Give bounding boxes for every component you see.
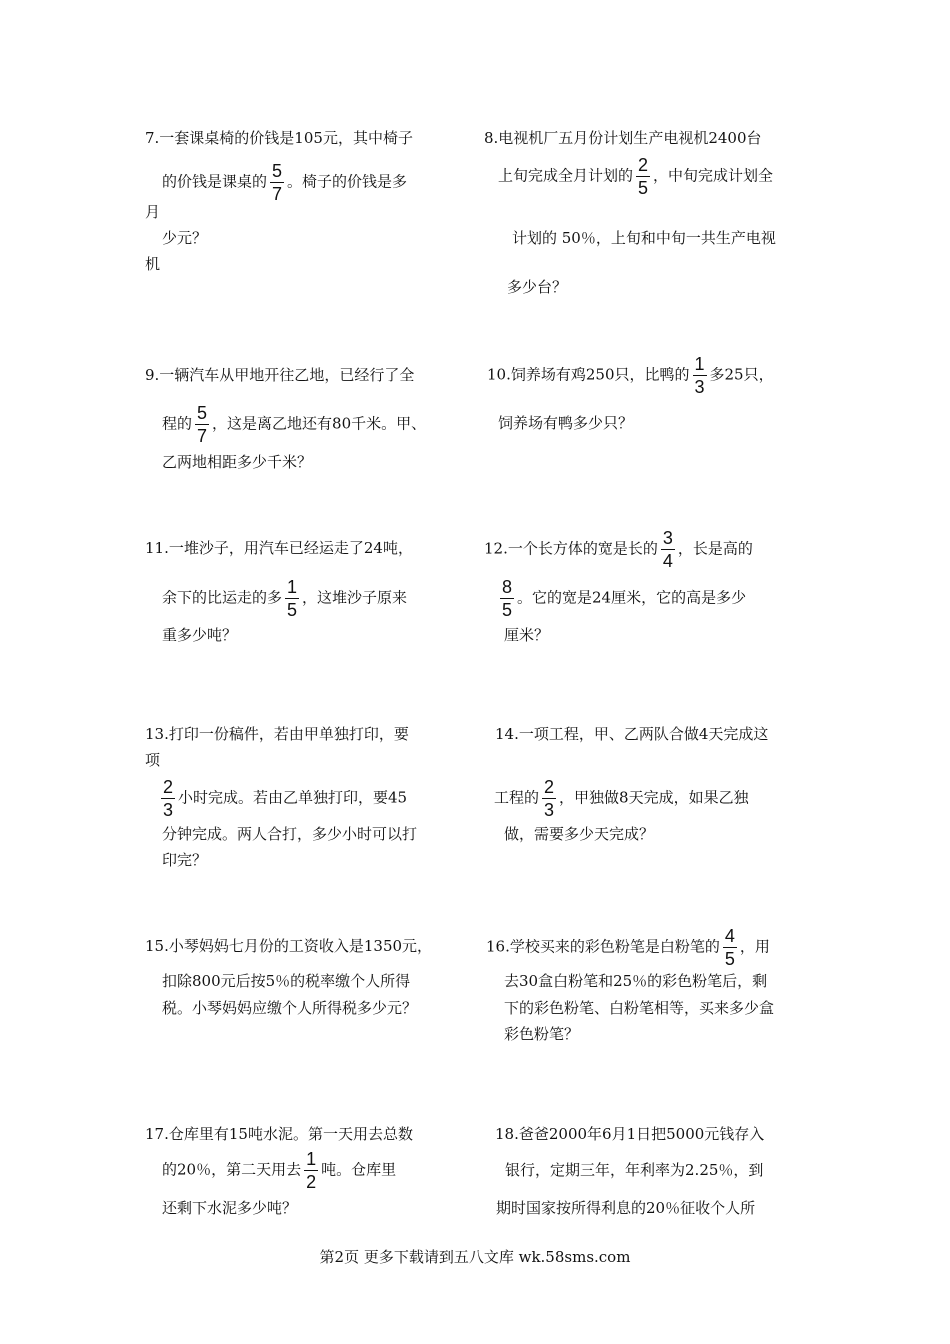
q7-line-3: 月: [145, 203, 161, 221]
q8-line-4: 多少台？: [507, 278, 568, 296]
q8-text-b: ，中旬完成计划全: [653, 166, 774, 185]
q11-text-a: 余下的比运走的多: [162, 588, 283, 607]
q14-fraction-num: 2: [544, 777, 555, 797]
q14-text-b: ，甲独做8天完成，如果乙独: [559, 788, 749, 807]
q7-line-5: 机: [145, 255, 161, 273]
q16-line-1: [486, 927, 770, 968]
q9-text-a: 程的: [162, 414, 193, 433]
q11-line-3: 重多少吨？: [162, 626, 238, 644]
q14-line-3: 做，需要多少天完成？: [504, 825, 655, 843]
q12-fraction-2: [500, 578, 514, 619]
q16-fraction: [723, 927, 737, 968]
q12-fraction-1-den: 4: [662, 551, 673, 571]
q11-text-b: ，这堆沙子原来: [302, 588, 408, 607]
q13-line-3: [158, 778, 407, 819]
q10-fraction: [693, 355, 707, 396]
q17-fraction: [304, 1150, 318, 1191]
q7-line-4: 少元？: [162, 229, 208, 247]
q17-line-3: 还剩下水泥多少吨？: [162, 1199, 298, 1217]
q17-text-b: 吨。仓库里: [321, 1160, 397, 1179]
q10-fraction-den: 3: [694, 377, 705, 397]
q13-line-5: 印完？: [162, 851, 208, 869]
q12-text-b: ，长是高的: [677, 539, 753, 558]
q13-fraction-den: 3: [163, 800, 174, 820]
q14-line-1: 14.一项工程，甲、乙两队合做4天完成这: [495, 725, 769, 743]
q9-line-3: 乙两地相距多少千米？: [162, 453, 313, 471]
q9-fraction-den: 7: [197, 426, 208, 446]
q16-fraction-num: 4: [724, 926, 735, 946]
q12-fraction-2-num: 8: [502, 577, 513, 597]
q12-line-3: 厘米？: [504, 626, 550, 644]
q9-fraction-num: 5: [197, 403, 208, 423]
q7-line-2: [162, 162, 407, 203]
q13-line-2: 项: [145, 751, 161, 769]
q12-fraction-1-num: 3: [662, 528, 673, 548]
q14-fraction: [542, 778, 556, 819]
q15-line-2: 扣除800元后按5％的税率缴个人所得: [162, 972, 411, 990]
q17-fraction-den: 2: [306, 1172, 317, 1192]
q10-text-b: 多25只，: [709, 365, 774, 384]
q15-line-1: 15.小琴妈妈七月份的工资收入是1350元，: [145, 937, 433, 955]
q12-line-1: [484, 529, 753, 570]
q13-text-b: 小时完成。若由乙单独打印，要45: [178, 788, 408, 807]
page-footer: 第2页 更多下载请到五八文库 wk.58sms.com: [319, 1248, 631, 1266]
q11-fraction-den: 5: [287, 600, 298, 620]
q7-text-b: 。椅子的价钱是多: [287, 172, 408, 191]
q16-line-2: 去30盒白粉笔和25％的彩色粉笔后，剩: [504, 972, 768, 990]
q10-line-1: [487, 355, 774, 396]
q8-text-a: 上旬完成全月计划的: [498, 166, 634, 185]
q9-line-1: 9.一辆汽车从甲地开往乙地，已经行了全: [145, 366, 415, 384]
q12-line-2: [497, 578, 746, 619]
q11-fraction: [285, 578, 299, 619]
q10-line-2: 饲养场有鸭多少只？: [498, 414, 634, 432]
q17-text-a: 的20％，第二天用去: [162, 1160, 302, 1179]
q16-text-b: ，用: [739, 937, 770, 956]
q18-line-2: 银行，定期三年，年利率为2.25％，到: [505, 1161, 764, 1179]
q12-text-a: 12.一个长方体的宽是长的: [484, 539, 658, 558]
q14-fraction-den: 3: [544, 800, 555, 820]
q9-text-b: ，这是离乙地还有80千米。甲、: [212, 414, 427, 433]
q9-line-2: [162, 404, 426, 445]
q10-text-a: 10.饲养场有鸡250只，比鸭的: [487, 365, 690, 384]
q7-line-1: 7.一套课桌椅的价钱是105元，其中椅子: [145, 129, 413, 147]
q15-line-3: 税。小琴妈妈应缴个人所得税多少元？: [162, 999, 418, 1017]
q8-line-2: [498, 156, 773, 197]
q12-text-c: 。它的宽是24厘米，它的高是多少: [517, 588, 747, 607]
q16-line-4: 彩色粉笔？: [504, 1025, 580, 1043]
q17-line-1: 17.仓库里有15吨水泥。第一天用去总数: [145, 1125, 413, 1143]
q8-fraction-den: 5: [638, 178, 649, 198]
q18-line-1: 18.爸爸2000年6月1日把5000元钱存入: [495, 1125, 765, 1143]
q16-fraction-den: 5: [724, 949, 735, 969]
q9-fraction: [195, 404, 209, 445]
q8-line-1: 8.电视机厂五月份计划生产电视机2400台: [484, 129, 762, 147]
q17-line-2: [162, 1150, 396, 1191]
q8-fraction-num: 2: [638, 155, 649, 175]
q17-fraction-num: 1: [306, 1149, 317, 1169]
q14-line-2: [494, 778, 749, 819]
q11-line-1: 11.一堆沙子，用汽车已经运走了24吨，: [145, 539, 413, 557]
q12-fraction-2-den: 5: [502, 600, 513, 620]
q16-text-a: 16.学校买来的彩色粉笔是白粉笔的: [486, 937, 720, 956]
q16-line-3: 下的彩色粉笔、白粉笔相等，买来多少盒: [504, 999, 775, 1017]
q10-fraction-num: 1: [694, 354, 705, 374]
q8-fraction: [636, 156, 650, 197]
q11-fraction-num: 1: [287, 577, 298, 597]
q13-line-1: 13.打印一份稿件，若由甲单独打印，要: [145, 725, 409, 743]
q14-text-a: 工程的: [494, 788, 540, 807]
q12-fraction-1: [661, 529, 675, 570]
q13-fraction: [161, 778, 175, 819]
q7-fraction-den: 7: [272, 184, 283, 204]
q7-fraction-num: 5: [272, 161, 283, 181]
q13-fraction-num: 2: [163, 777, 174, 797]
q18-line-3: 期时国家按所得利息的20％征收个人所: [496, 1199, 756, 1217]
q13-line-4: 分钟完成。两人合打，多少小时可以打: [162, 825, 418, 843]
q11-line-2: [162, 578, 407, 619]
q7-fraction: [270, 162, 284, 203]
q7-text-a: 的价钱是课桌的: [162, 172, 268, 191]
q8-line-3: 计划的 50％，上旬和中旬一共生产电视: [512, 229, 776, 247]
